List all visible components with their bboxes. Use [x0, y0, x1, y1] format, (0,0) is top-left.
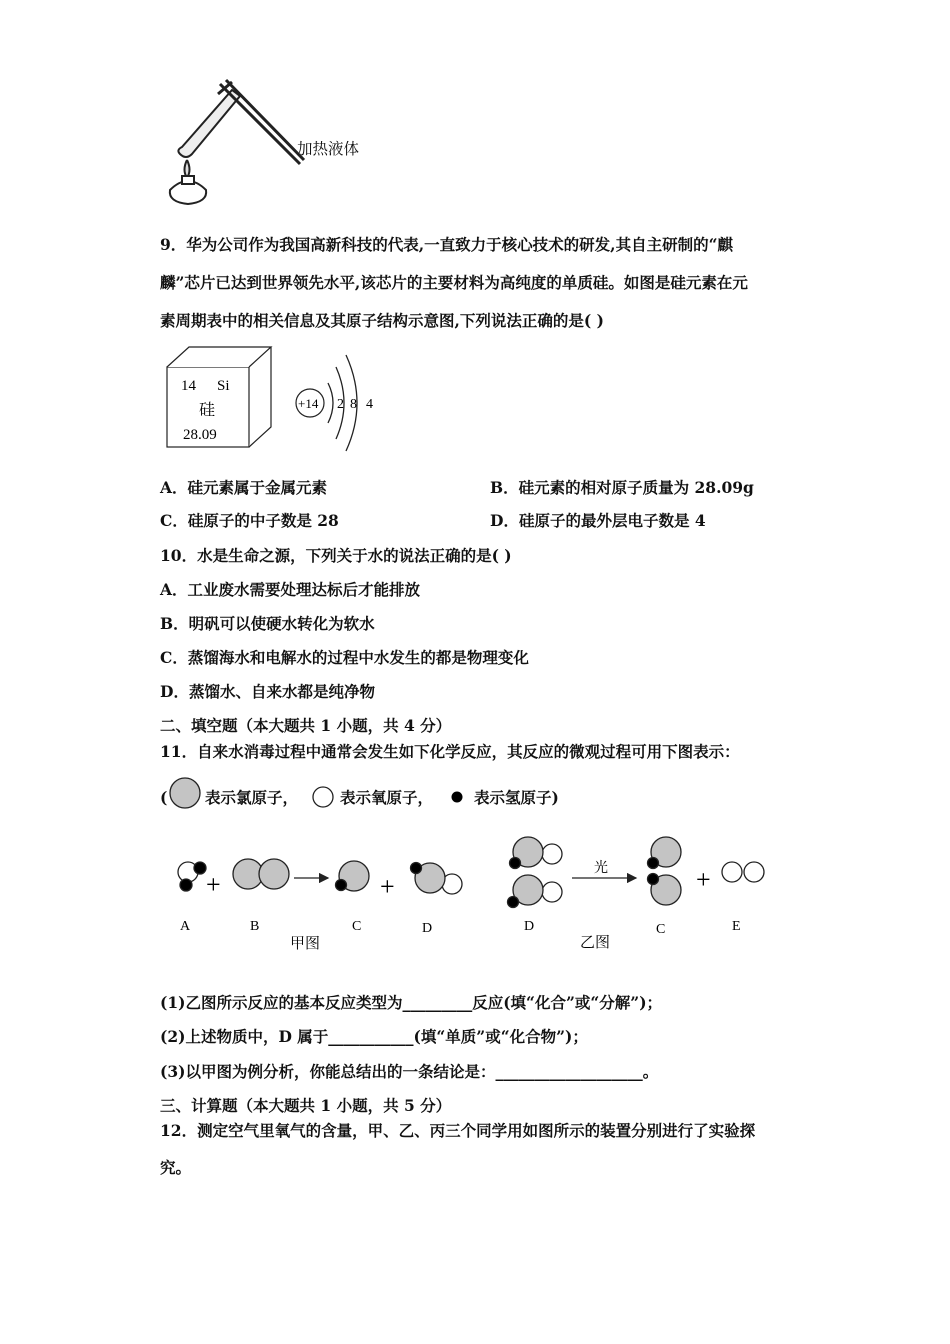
q9-option-d[interactable]: D．硅原子的最外层电子数是 4	[490, 511, 706, 530]
oxygen-atom-icon	[311, 784, 337, 810]
section2-heading: 二、填空题（本大题共 1 小题，共 4 分）	[160, 716, 452, 735]
periodic-table-cell	[165, 345, 275, 450]
legend-oxygen: 表示氧原子，	[340, 788, 434, 807]
q10-option-c[interactable]: C．蒸馏海水和电解水的过程中水发生的都是物理变化	[160, 648, 529, 667]
atomic-number: 14	[181, 378, 196, 394]
element-symbol: Si	[217, 378, 230, 394]
label-d: D	[524, 919, 535, 934]
test-tube	[178, 90, 240, 157]
label-b: B	[250, 919, 260, 934]
q12-line1: 12．测定空气里氧气的含量，甲、乙、丙三个同学用如图所示的装置分别进行了实验探	[160, 1121, 756, 1140]
yi-molecule-c-2	[648, 874, 682, 906]
electron-shell-1: 2	[337, 397, 344, 412]
yi-caption: 乙图	[580, 934, 611, 951]
label-c: C	[352, 919, 362, 934]
q11-stem: 11．自来水消毒过程中通常会发生如下化学反应，其反应的微观过程可用下图表示：	[160, 742, 740, 761]
atom-structure-diagram	[290, 345, 390, 460]
legend-hydrogen: 表示氢原子)	[474, 788, 559, 807]
figure-caption: 加热液体	[297, 141, 360, 158]
chlorine-atom-icon	[168, 776, 204, 812]
jia-molecule-d	[411, 863, 463, 895]
atomic-mass: 28.09	[183, 427, 217, 443]
q10-option-d[interactable]: D．蒸馏水、自来水都是纯净物	[160, 682, 375, 701]
label-d: D	[422, 921, 433, 936]
q11-sub1[interactable]: (1)乙图所示反应的基本反应类型为_________反应(填“化合”或“分解”)；	[160, 993, 663, 1012]
jia-caption: 甲图	[290, 935, 321, 952]
section3-heading: 三、计算题（本大题共 1 小题，共 5 分）	[160, 1096, 452, 1115]
q11-sub3[interactable]: (3)以甲图为例分析，你能总结出的一条结论是：___________________。	[160, 1062, 659, 1081]
q9-line3: 素周期表中的相关信息及其原子结构示意图,下列说法正确的是( )	[160, 311, 604, 330]
label-a: A	[180, 919, 191, 934]
yi-molecule-e	[722, 862, 764, 882]
q10-stem: 10．水是生命之源，下列关于水的说法正确的是( )	[160, 546, 512, 565]
hydrogen-atom-icon	[449, 789, 465, 805]
electron-shell-3: 4	[366, 397, 373, 412]
heating-liquid-figure	[160, 72, 310, 212]
yi-molecule-d-2	[508, 875, 563, 908]
q11-sub2[interactable]: (2)上述物质中，D 属于___________(填“单质”或“化合物”)；	[160, 1027, 588, 1046]
element-name: 硅	[199, 402, 216, 419]
q10-option-a[interactable]: A．工业废水需要处理达标后才能排放	[160, 580, 421, 599]
legend-open-paren: (	[160, 788, 168, 807]
q9-option-b[interactable]: B．硅元素的相对原子质量为 28.09g	[490, 478, 754, 497]
jia-molecule-b	[233, 859, 289, 889]
reaction-diagram	[160, 830, 800, 955]
jia-molecule-c	[336, 861, 370, 891]
q10-option-b[interactable]: B．明矾可以使硬水转化为软水	[160, 614, 375, 633]
yi-molecule-c-1	[648, 837, 682, 869]
plus-sign: +	[696, 865, 711, 894]
plus-sign: +	[206, 870, 221, 899]
q9-option-a[interactable]: A．硅元素属于金属元素	[160, 478, 328, 497]
q12-line2: 究。	[160, 1158, 192, 1177]
yi-molecule-d-1	[510, 837, 563, 869]
electron-shell-2: 8	[350, 397, 357, 412]
q9-line1: 9．华为公司作为我国高新科技的代表,一直致力于核心技术的研发,其自主研制的“麒	[160, 235, 733, 254]
plus-sign: +	[380, 872, 395, 901]
reaction-condition: 光	[594, 859, 608, 875]
label-c: C	[656, 922, 666, 937]
nucleus-charge: +14	[298, 396, 319, 411]
q9-option-c[interactable]: C．硅原子的中子数是 28	[160, 511, 339, 530]
jia-molecule-a	[178, 862, 206, 891]
label-e: E	[732, 919, 741, 934]
q9-line2: 麟”芯片已达到世界领先水平,该芯片的主要材料为高纯度的单质硅。如图是硅元素在元	[160, 273, 748, 292]
legend-chlorine: 表示氯原子，	[205, 788, 299, 807]
